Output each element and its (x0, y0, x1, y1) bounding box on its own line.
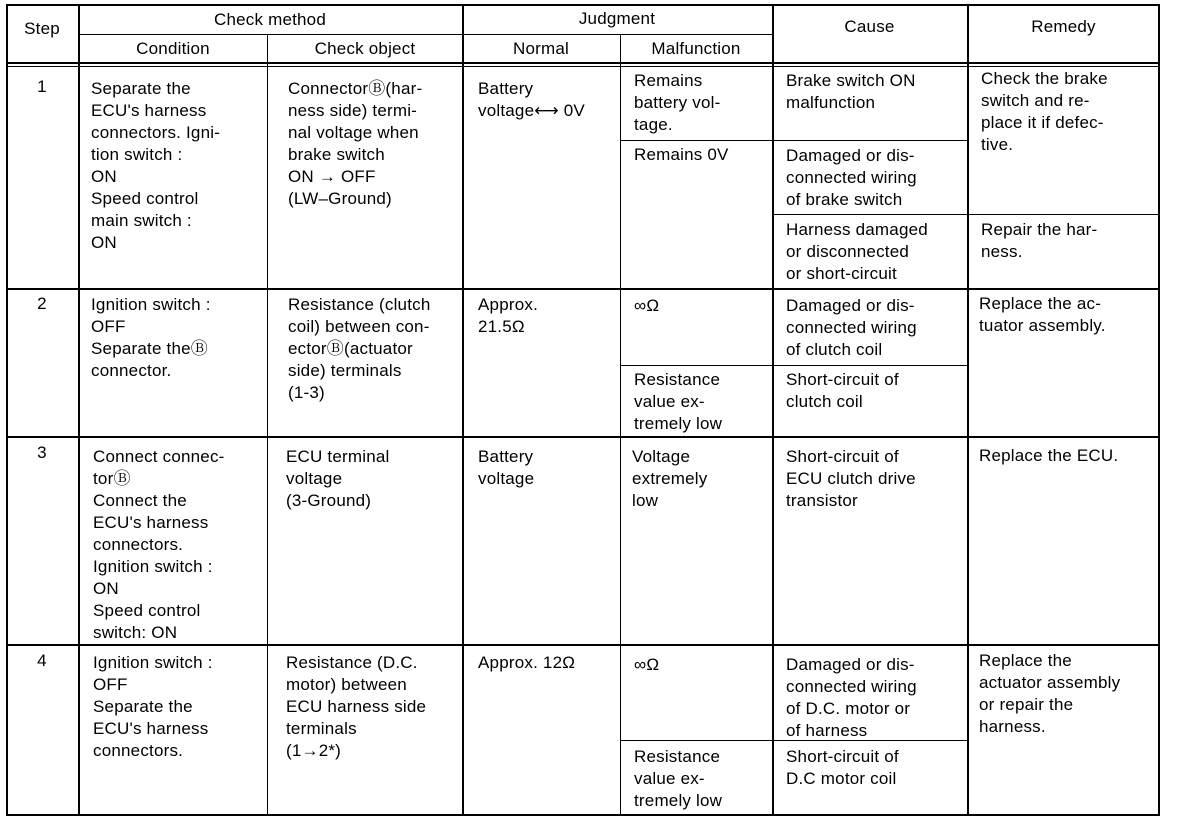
row3-condition: Connect connec- torⒷ Connect the ECU's harness connectors. Ignition switch : ON Speed control switch: ON (93, 447, 225, 642)
header-malfunction: Malfunction (651, 39, 741, 58)
col-line-step (78, 4, 80, 816)
header-remedy: Remedy (1031, 17, 1096, 36)
row1-malfunction-split (620, 140, 968, 141)
header-bottom-line-2 (6, 66, 1160, 67)
row-separator-3 (6, 644, 1160, 646)
row4-malfunction-2: Resistance value ex- tremely low (634, 747, 723, 810)
header-judgment: Judgment (578, 9, 656, 28)
col-line-condition (267, 34, 268, 816)
table-border-top (6, 4, 1160, 6)
table-border-right (1158, 4, 1160, 816)
header-cause: Cause (844, 17, 895, 36)
row3-normal: Battery voltage (478, 447, 535, 488)
row1-condition: Separate the ECU's harness connectors. Igni- tion switch : ON Speed control main switch : ON (91, 79, 221, 252)
row4-condition: Ignition switch : OFF Separate the ECU's harness connectors. (93, 653, 213, 760)
row2-normal: Approx. 21.5Ω (478, 295, 538, 336)
col-line-malfunction (772, 4, 774, 816)
row4-remedy: Replace the actuator assembly or repair the harness. (979, 651, 1121, 736)
col-line-check-object (462, 4, 464, 816)
row1-cause-3: Harness damaged or disconnected or short-circuit (786, 220, 928, 283)
header-step: Step (24, 19, 60, 38)
row-separator-2 (6, 436, 1160, 438)
row1-normal: Battery voltage⟷ 0V (478, 79, 585, 120)
col-line-normal (620, 34, 621, 816)
row1-cause-split (772, 214, 1160, 215)
row2-cause-1: Damaged or dis- connected wiring of clutch coil (786, 296, 917, 359)
col-line-cause (967, 4, 969, 816)
row1-step: 1 (37, 77, 47, 96)
row4-normal: Approx. 12Ω (478, 653, 576, 672)
row4-malfunction-1: ∞Ω (634, 655, 660, 674)
row2-remedy: Replace the ac- tuator assembly. (979, 294, 1106, 335)
row3-remedy: Replace the ECU. (979, 446, 1119, 465)
row2-step: 2 (37, 294, 47, 313)
row4-step: 4 (37, 651, 47, 670)
row1-check-object: ConnectorⒷ(har- ness side) termi- nal voltage when brake switch ON → OFF (LW–Ground) (288, 79, 423, 208)
diagnosis-table (6, 4, 1160, 816)
row3-cause: Short-circuit of ECU clutch drive transistor (786, 447, 916, 510)
header-condition: Condition (136, 39, 210, 58)
header-normal: Normal (513, 39, 569, 58)
header-check-object: Check object (314, 39, 416, 58)
row3-step: 3 (37, 443, 47, 462)
row3-malfunction: Voltage extremely low (632, 447, 708, 510)
row2-condition: Ignition switch : OFF Separate theⒷ connector. (91, 295, 211, 380)
table-border-left (6, 4, 8, 816)
row1-malfunction-2: Remains 0V (634, 145, 729, 164)
row1-remedy-1: Check the brake switch and re- place it if defec- tive. (981, 69, 1108, 154)
table-border-bottom (6, 814, 1160, 816)
row4-check-object: Resistance (D.C. motor) between ECU harness side terminals (1→2*) (286, 653, 427, 760)
header-check-method: Check method (213, 10, 326, 29)
row2-malfunction-2: Resistance value ex- tremely low (634, 370, 723, 433)
row3-check-object: ECU terminal voltage (3-Ground) (286, 447, 390, 510)
row2-split (620, 365, 968, 366)
row-separator-1 (6, 288, 1160, 290)
row2-check-object: Resistance (clutch coil) between con- ectorⒷ(actuator side) terminals (1-3) (288, 295, 431, 402)
row4-cause-1: Damaged or dis- connected wiring of D.C. motor or of harness (786, 655, 917, 740)
row1-cause-2: Damaged or dis- connected wiring of brake switch (786, 146, 917, 209)
row4-cause-2: Short-circuit of D.C motor coil (786, 747, 899, 788)
row1-malfunction-1: Remains battery vol- tage. (634, 71, 721, 134)
header-subline (78, 34, 773, 35)
row2-cause-2: Short-circuit of clutch coil (786, 370, 899, 411)
header-bottom-line (6, 62, 1160, 64)
row2-malfunction-1: ∞Ω (634, 296, 660, 315)
row1-remedy-2: Repair the har- ness. (981, 220, 1098, 261)
row1-cause-1: Brake switch ON malfunction (786, 71, 916, 112)
